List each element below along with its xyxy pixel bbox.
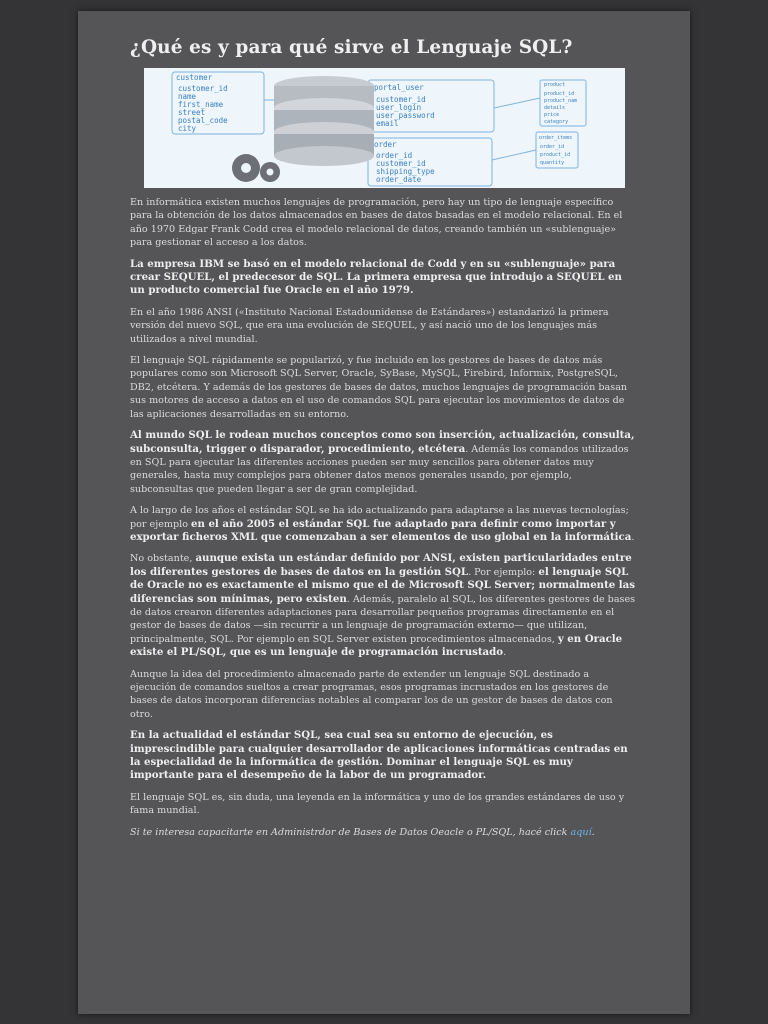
- cta-link[interactable]: aquí: [570, 826, 592, 838]
- paragraph-ansi: En el año 1986 ANSI («Instituto Nacional Estadounidense de Estándares») estandarizó la primera versión del nuevo SQL, que era una evolución de SEQUEL, y así nació uno de los lenguajes más utilizados a nivel mundial.: [130, 306, 609, 345]
- svg-text:shipping_type: shipping_type: [376, 167, 435, 176]
- concepts-bold-text: Al mundo SQL le rodean muchos conceptos como son inserción, actualización, consulta, subconsulta, trigger o disparador, procedimiento, etcétera: [130, 429, 635, 455]
- paragraph-legend: El lenguaje SQL es, sin duda, una leyenda en la informática y uno de los grandes estándares de uso y fama mundial.: [130, 791, 625, 817]
- svg-text:customer_id: customer_id: [178, 84, 228, 93]
- svg-text:product_id: product_id: [544, 91, 575, 97]
- svg-text:user_login: user_login: [376, 103, 422, 112]
- paragraph-intro: En informática existen muchos lenguajes de programación, pero hay un tipo de lenguaje específico para la obtención de los datos almacenados en bases de datos basadas en el modelo relacional. En el año 1970 Edgar Frank Codd crea el modelo relacional de datos, creando también un «sublenguaje» para gestionar el acceso a los datos.: [130, 197, 623, 249]
- svg-text:price: price: [544, 112, 560, 118]
- svg-text:details: details: [544, 105, 566, 111]
- customer-table-title: customer: [176, 73, 213, 82]
- svg-text:customer_id: customer_id: [376, 159, 426, 168]
- order-table-title: order: [374, 140, 397, 149]
- sql-database-diagram-image: [144, 68, 625, 188]
- paragraph-ibm-sequel: La empresa IBM se basó en el modelo relacional de Codd y en su «sublenguaje» para crear SEQUEL, el predecesor de SQL. La primera empresa que introdujo a SEQUEL en un producto comercial fue Oracle en el año 1979.: [130, 257, 622, 297]
- article-content: [78, 11, 690, 839]
- svg-text:first_name: first_name: [178, 100, 224, 109]
- svg-text:product_id: product_id: [540, 152, 571, 158]
- svg-text:category: category: [544, 119, 569, 125]
- svg-text:customer_id: customer_id: [376, 95, 426, 104]
- paragraph-stored-procedures: Aunque la idea del procedimiento almacenado parte de extender un lenguaje SQL destinado a ejecución de comandos sueltos a crear programas, esos programas incrustados en los gestores de bases de datos incorporan diferencias notables al comparar los de un gestor de bases de datos con otro.: [130, 668, 613, 720]
- svg-text:product_nam: product_nam: [544, 98, 578, 104]
- paragraph-popularity: El lenguaje SQL rápidamente se popularizó, y fue incluido en los gestores de bases de datos más populares como son Microsoft SQL Server, Oracle, SyBase, MySQL, Firebird, Informix, PostgreSQL, DB2, etcétera. Y además de los gestores de bases de datos, muchos lenguajes de programación basan sus motores de acceso a datos en el uso de comandos SQL para ejecutar los movimientos de datos de las aplicaciones desarrolladas en su entorno.: [130, 355, 628, 420]
- article-panel: [78, 11, 690, 1014]
- svg-text:order_date: order_date: [376, 175, 422, 184]
- svg-text:order_id: order_id: [376, 151, 413, 160]
- article-title: ¿Qué es y para qué sirve el Lenguaje SQL?: [130, 37, 573, 58]
- product-table-title: product: [544, 82, 566, 88]
- paragraph-xml: A lo largo de los años el estándar SQL se ha ido actualizando para adaptarse a las nuevas tecnologías; por ejemplo en el año 2005 el estándar SQL fue adaptado para definir como importar y exportar ficheros XML que comenzaban a ser elementos de uso global en la informática.: [130, 505, 635, 543]
- xml-bold-text: en el año 2005 el estándar SQL fue adaptado para definir como importar y exportar ficheros XML que comenzaban a ser elementos de uso global en la informática: [130, 517, 632, 543]
- paragraph-differences: No obstante, aunque exista un estándar definido por ANSI, existen particularidades entre los diferentes gestores de bases de datos en la gestión SQL. Por ejemplo: el lenguaje SQL de Oracle no es exactamente el mismo que el de Microsoft SQL Server; normalmente las diferencias son mínimas, pero existen. Además, paralelo al SQL, los diferentes gestores de bases de datos crearon diferentes adaptaciones para desarrollar pequeños programas directamente en el gestor de bases de datos —sin recurrir a un lenguaje de programación externo— que utilizan, principalmente, SQL. Por ejemplo en SQL Server existen procedimientos almacenados, y en Oracle existe el PL/SQL, que es un lenguaje de programación incrustado.: [130, 552, 636, 659]
- paragraph-importance: En la actualidad el estándar SQL, sea cual sea su entorno de ejecución, es imprescindible para cualquier desarrollador de aplicaciones informáticas centradas en la especialidad de la informática de gestión. Dominar el lenguaje SQL es muy importante para el desempeño de la labor de un programador.: [130, 729, 628, 782]
- svg-text:city: city: [178, 124, 197, 133]
- svg-text:user_password: user_password: [376, 111, 435, 120]
- portal-user-table-title: portal_user: [374, 83, 424, 92]
- svg-text:order_id: order_id: [540, 144, 565, 150]
- paragraph-cta: Si te interesa capacitarte en Administrdor de Bases de Datos Oeacle o PL/SQL, hacé click aquí.: [130, 826, 595, 838]
- svg-text:email: email: [376, 119, 399, 128]
- svg-text:name: name: [178, 92, 197, 101]
- svg-text:street: street: [178, 108, 206, 117]
- order-items-table-title: order_items: [539, 135, 573, 141]
- svg-text:postal_code: postal_code: [178, 116, 228, 125]
- paragraph-concepts: Al mundo SQL le rodean muchos conceptos como son inserción, actualización, consulta, subconsulta, trigger o disparador, procedimiento, etcétera. Además los comandos utilizados en SQL para ejecutar las diferentes acciones pueden ser muy sencillos para obtener datos muy generales, hasta muy complejos para obtener datos menos generales usando, por ejemplo, subconsultas que pueden llegar a ser de gran complejidad.: [130, 429, 635, 495]
- database-cylinders-icon: [274, 76, 374, 166]
- svg-text:quantity: quantity: [540, 160, 565, 166]
